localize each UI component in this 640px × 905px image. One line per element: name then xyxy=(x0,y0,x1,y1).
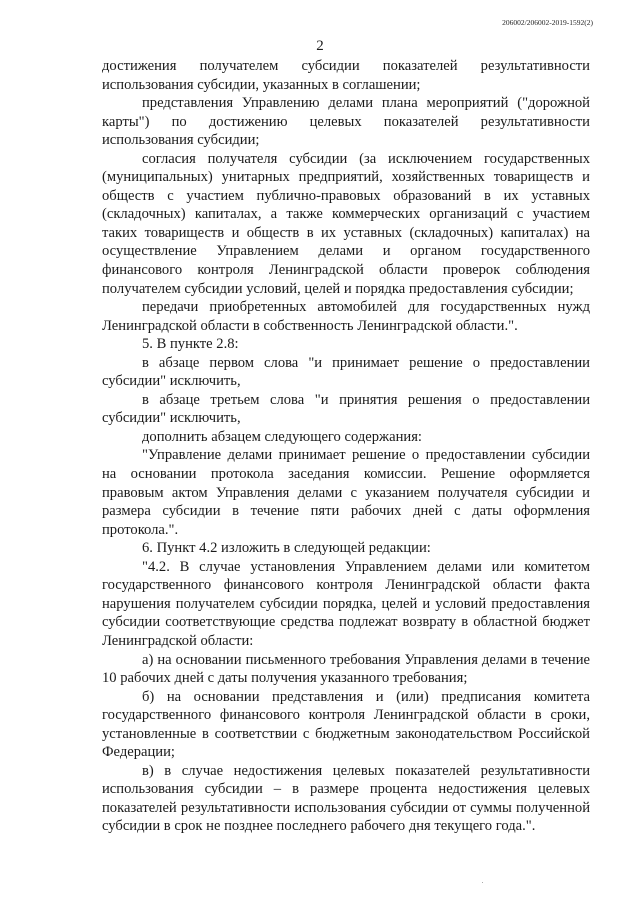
paragraph: дополнить абзацем следующего содержания: xyxy=(142,428,422,445)
list-item: в) в случае недостижения целевых показателей результативности использования субсидии – в размере процента недостижения целевых показателей результативности использования субсидии от суммы полученной субсидии в срок не позднее последнего рабочего дня текущего года.". xyxy=(102,762,590,835)
document-id: 206002/206002-2019-1592(2) xyxy=(502,18,593,27)
paragraph: в абзаце третьем слова "и принятия решения о предоставлении субсидии" исключить, xyxy=(102,391,590,427)
paragraph: представления Управлению делами плана мероприятий ("дорожной карты") по достижению целевых показателей результативности использования субсидии; xyxy=(102,95,590,149)
paragraph: "Управление делами принимает решение о предоставлении субсидии на основании протокола заседания комиссии. Решение оформляется правовым актом Управления делами с указанием получателя субсидии и размера субсидии в течение пяти рабочих дней с даты оформления протокола.". xyxy=(102,447,590,538)
paragraph: согласия получателя субсидии (за исключением государственных (муниципальных) унитарных предприятий, хозяйственных товариществ и обществ с участием публично-правовых образований в их уставных (складочных) капиталах, а также коммерческих организаций с участием таких товариществ и обществ в их уставных (складочных) капиталах) на осуществление Управлением делами и органом государственного финансового контроля Ленинградской области проверок соблюдения получателем субсидии условий, целей и порядка предоставления субсидии; xyxy=(102,150,590,297)
page-number: 2 xyxy=(316,38,324,54)
section-heading: 6. Пункт 4.2 изложить в следующей редакции: xyxy=(142,540,431,557)
paragraph: передачи приобретенных автомобилей для государственных нужд Ленинградской области в собственность Ленинградской области.". xyxy=(102,299,590,334)
document-body xyxy=(102,57,590,836)
list-item: б) на основании представления и (или) предписания комитета государственного финансового контроля Ленинградской области в сроки, установленные в соответствии с бюджетным законодательством Российской Федерации; xyxy=(102,688,590,761)
section-heading: 5. В пункте 2.8: xyxy=(142,336,239,353)
paragraph: в абзаце первом слова "и принимает решение о предоставлении субсидии" исключить, xyxy=(102,354,590,390)
list-item: а) на основании письменного требования Управления делами в течение 10 рабочих дней с даты получения указанного требования; xyxy=(102,651,590,687)
paragraph: "4.2. В случае установления Управлением делами или комитетом государственного финансового контроля Ленинградской области факта нарушения получателем субсидии порядка, целей и условий предоставления субсидии соответствующие средства подлежат возврату в областной бюджет Ленинградской области: xyxy=(102,558,590,649)
scan-speck xyxy=(482,882,483,883)
paragraph: достижения получателем субсидии показателей результативности использования субсидии, указанных в соглашении; xyxy=(102,58,590,93)
